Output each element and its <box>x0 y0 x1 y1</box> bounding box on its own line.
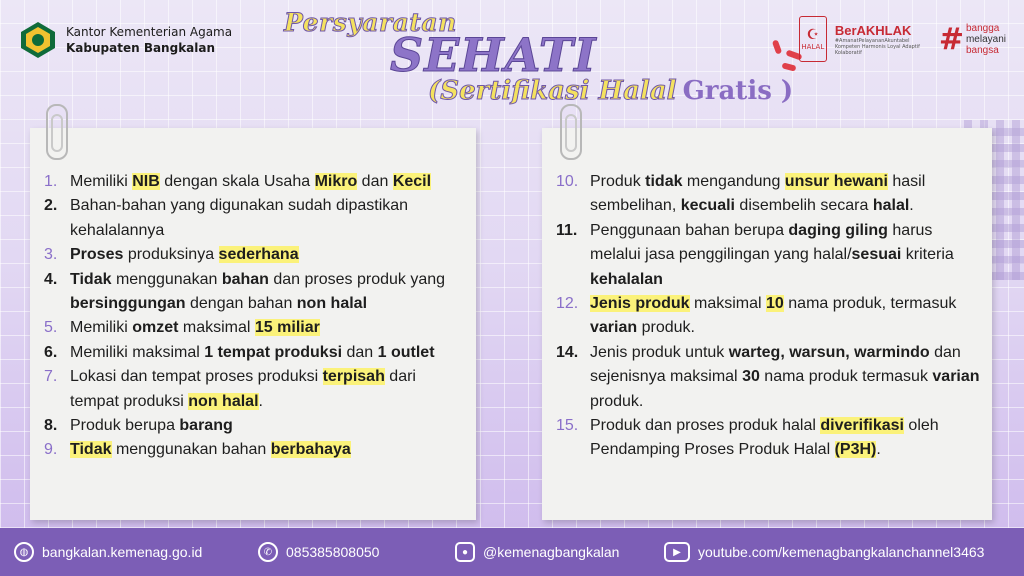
text-segment: sesuai <box>851 246 902 264</box>
text-segment: Memiliki <box>70 173 133 190</box>
text-segment: kecuali <box>680 197 735 215</box>
footer-instagram[interactable] <box>455 542 619 562</box>
text-segment: disembelih secara <box>734 197 873 215</box>
phone-number[interactable]: 085385808050 <box>286 544 380 560</box>
text-segment: dan proses produk yang <box>268 270 446 288</box>
highlighted-text: 15 miliar <box>254 319 320 337</box>
text-segment: Tidak <box>70 270 112 288</box>
bangga-word: bangga <box>965 22 1000 34</box>
text-segment: . <box>909 197 914 215</box>
requirement-item <box>44 365 468 414</box>
highlighted-text: NIB <box>132 173 160 190</box>
requirement-number: 6. <box>44 343 58 361</box>
text-segment: varian <box>932 368 980 386</box>
text-segment: Produk <box>590 173 646 190</box>
requirement-number: 8. <box>44 417 58 435</box>
text-segment: . <box>258 392 263 410</box>
org-region: Kabupaten Bangkalan <box>66 41 216 55</box>
hashtag-icon: # <box>938 21 964 57</box>
title-block <box>270 4 830 116</box>
text-segment: Memiliki <box>70 319 133 337</box>
halal-logo-text: HALAL <box>801 43 825 51</box>
highlighted-text: 10 <box>766 295 784 313</box>
text-segment: harus melalui jasa penggilingan yang halal/ <box>590 221 933 264</box>
text-segment: produksinya <box>123 246 219 264</box>
text-segment: omzet <box>132 319 179 337</box>
highlighted-text: non halal <box>188 392 259 410</box>
requirements-list-right <box>556 170 984 463</box>
title-sertifikasi-text: (Sertifikasi Halal <box>428 76 677 106</box>
partner-logos <box>799 16 1006 62</box>
highlighted-text: (P3H) <box>834 441 877 459</box>
highlighted-text: terpisah <box>322 368 385 386</box>
text-segment: halal <box>872 197 910 215</box>
highlighted-text: Tidak <box>70 441 112 459</box>
requirement-text <box>70 170 431 194</box>
text-segment: dengan skala Usaha <box>159 173 315 190</box>
text-segment: warteg, warsun, warmindo <box>728 343 930 361</box>
text-segment: menggunakan <box>111 270 222 288</box>
requirement-item <box>556 170 984 219</box>
title-gratis: Gratis ) <box>682 76 794 106</box>
requirement-text <box>70 414 233 438</box>
title-sehati: SEHATI <box>390 28 597 82</box>
text-segment: produk. <box>590 392 644 410</box>
header <box>0 0 1024 118</box>
text-segment: maksimal <box>178 319 255 337</box>
text-segment: 30 <box>742 368 760 386</box>
website-link[interactable]: bangkalan.kemenag.go.id <box>42 544 203 560</box>
requirement-text <box>70 438 351 462</box>
text-segment: varian <box>590 319 638 337</box>
text-segment: produk. <box>637 319 695 337</box>
text-segment: bersinggungan <box>70 295 186 313</box>
berakhlak-name: BerAKHLAK <box>834 22 912 38</box>
melayani-word: melayani <box>965 33 1006 45</box>
requirement-text <box>70 341 435 365</box>
requirement-number: 10. <box>556 173 579 190</box>
halal-logo-icon: ☪ <box>806 27 820 43</box>
requirements-card-right <box>542 128 992 520</box>
bangga-melayani-logo <box>939 22 1006 57</box>
highlighted-text: Mikro <box>314 173 358 190</box>
requirement-text <box>70 365 468 414</box>
text-segment: kriteria <box>901 246 954 264</box>
text-segment: 1 outlet <box>377 343 435 361</box>
requirement-item <box>556 292 984 341</box>
text-segment: mengandung <box>682 173 785 190</box>
requirement-number: 1. <box>44 173 58 190</box>
requirements-list-left <box>44 170 468 463</box>
kemenag-logo-icon <box>18 20 58 60</box>
youtube-icon: ▶ <box>664 542 690 562</box>
footer-whatsapp[interactable] <box>258 542 379 562</box>
title-sertifikasi <box>428 76 793 106</box>
instagram-handle[interactable]: @kemenagbangkalan <box>483 544 620 560</box>
requirement-text <box>70 194 468 243</box>
requirement-text <box>70 268 468 317</box>
requirement-text <box>590 341 984 414</box>
highlighted-text: diverifikasi <box>820 417 904 435</box>
text-segment: maksimal <box>689 295 767 313</box>
title-persyaratan: Persyaratan <box>284 8 457 37</box>
text-segment: hasil sembelihan, <box>590 173 926 215</box>
text-segment: dan <box>342 343 378 361</box>
text-segment: Lokasi dan tempat proses produksi <box>70 368 323 386</box>
text-segment: 1 tempat produksi <box>204 343 343 361</box>
text-segment: tidak <box>645 173 683 190</box>
requirement-number: 2. <box>44 197 58 215</box>
requirement-text <box>590 219 984 292</box>
footer-website[interactable] <box>14 542 202 562</box>
requirement-item <box>44 268 468 317</box>
requirement-item <box>556 219 984 292</box>
requirement-text <box>590 414 984 463</box>
text-segment: kehalalan <box>590 270 663 288</box>
text-segment: oleh Pendamping Proses Produk Halal <box>590 417 939 459</box>
halal-logo <box>799 16 827 62</box>
text-segment: Bahan-bahan yang digunakan sudah dipastikan kehalalannya <box>70 197 409 239</box>
globe-icon: ◍ <box>14 542 34 562</box>
requirement-number: 7. <box>44 368 58 386</box>
paperclip-icon <box>46 104 68 160</box>
requirement-number: 3. <box>44 246 58 264</box>
highlighted-text: Jenis produk <box>590 295 690 313</box>
org-block <box>18 20 232 60</box>
requirement-number: 4. <box>44 270 58 288</box>
text-segment: nama produk termasuk <box>759 368 933 386</box>
requirement-text <box>590 170 984 219</box>
requirement-number: 5. <box>44 319 58 337</box>
requirement-item <box>44 170 468 194</box>
bangsa-word: bangsa <box>965 44 999 56</box>
highlighted-text: sederhana <box>218 246 299 264</box>
highlighted-text: berbahaya <box>270 441 351 459</box>
text-segment: dan <box>357 173 393 190</box>
requirement-number: 9. <box>44 441 58 459</box>
text-segment: menggunakan bahan <box>111 441 271 459</box>
text-segment: Produk dan proses produk halal <box>590 417 821 435</box>
text-segment: dari tempat produksi <box>70 368 416 410</box>
requirement-item <box>44 194 468 243</box>
requirements-card-left <box>30 128 476 520</box>
instagram-icon: ● <box>455 542 475 562</box>
footer-youtube[interactable] <box>664 542 984 562</box>
requirement-text <box>70 316 320 340</box>
text-segment: Memiliki maksimal <box>70 343 205 361</box>
text-segment: Penggunaan bahan berupa <box>590 221 789 239</box>
text-segment: Proses <box>70 246 124 264</box>
berakhlak-tagline: #AmanatPelayananAkuntabel Kompeten Harmonis Loyal Adaptif Kolaboratif <box>834 37 920 56</box>
requirement-number: 12. <box>556 295 579 313</box>
requirement-item <box>44 341 468 365</box>
text-segment: Jenis produk untuk <box>590 343 729 361</box>
requirement-text <box>590 292 984 341</box>
requirement-number: 15. <box>556 417 579 435</box>
highlighted-text: Kecil <box>392 173 432 190</box>
requirement-item <box>44 316 468 340</box>
youtube-link[interactable]: youtube.com/kemenagbangkalanchannel3463 <box>698 544 985 560</box>
text-segment: barang <box>179 417 233 435</box>
highlighted-text: unsur hewani <box>784 173 888 190</box>
whatsapp-icon: ✆ <box>258 542 278 562</box>
text-segment: bahan <box>221 270 269 288</box>
footer-bar <box>0 528 1024 576</box>
text-segment: Produk berupa <box>70 417 180 435</box>
text-segment: dan sejenisnya maksimal <box>590 343 961 386</box>
requirement-number: 11. <box>556 221 578 239</box>
requirement-item <box>44 414 468 438</box>
requirement-item <box>44 243 468 267</box>
org-name: Kantor Kementerian Agama <box>66 25 233 39</box>
requirement-item <box>556 414 984 463</box>
requirement-number: 14. <box>556 343 579 361</box>
text-segment: . <box>876 441 881 459</box>
text-segment: nama produk, termasuk <box>783 295 957 313</box>
requirement-item <box>44 438 468 462</box>
berakhlak-logo <box>835 23 931 56</box>
text-segment: non halal <box>296 295 368 313</box>
requirement-text <box>70 243 299 267</box>
text-segment: dengan bahan <box>185 295 297 313</box>
text-segment: daging giling <box>788 221 888 239</box>
paperclip-icon <box>560 104 582 160</box>
requirement-item <box>556 341 984 414</box>
